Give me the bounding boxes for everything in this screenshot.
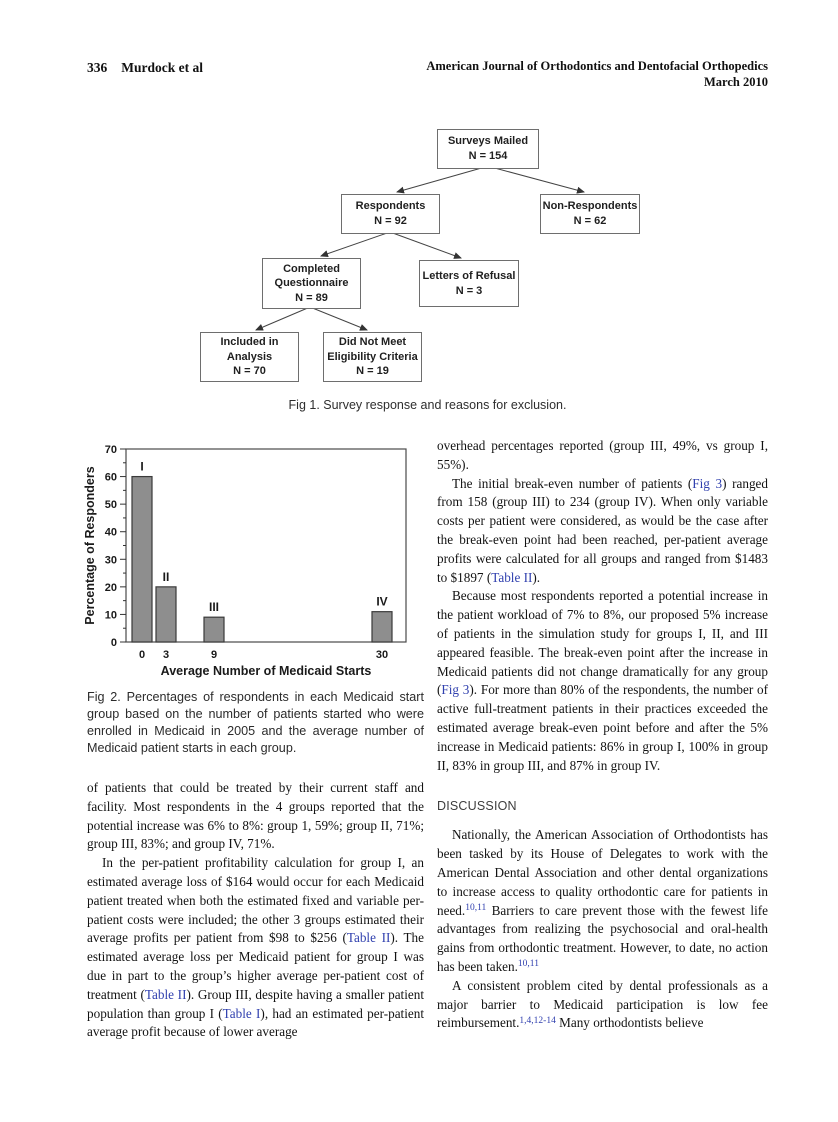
y-tick-label: 40 xyxy=(104,526,117,539)
bar-label: II xyxy=(162,569,170,584)
node-label: Surveys Mailed xyxy=(447,135,529,148)
cross-ref-link[interactable]: Fig 3 xyxy=(692,475,723,491)
y-tick-label: 20 xyxy=(104,581,117,594)
flow-node-non-respondents xyxy=(540,194,640,234)
text-run: ) ranged from 158 (group III) to 234 (group IV). When only variable costs per patient were considered, as would be the case after the break-even point had been reached, per-patient average profits were calculated for all groups and ranged from $1483 to $1897 ( xyxy=(437,475,768,585)
running-head-left xyxy=(87,60,203,76)
node-count: N = 62 xyxy=(573,215,607,227)
paragraph xyxy=(437,437,768,475)
y-tick-label: 70 xyxy=(104,444,117,456)
cross-ref-link[interactable]: Table II xyxy=(346,930,391,946)
bar-label: IV xyxy=(376,594,388,609)
node-label: Respondents xyxy=(355,200,426,213)
node-label: Non-Respondents xyxy=(542,200,638,213)
text-run: Nationally, the American Association of Orthodontists has been tasked by its House of Delegates to work with the American Dental Association and other dental organizations to increase access to quality orthodontic care for patients in need. xyxy=(437,827,768,918)
y-axis-title: Percentage of Responders xyxy=(83,466,97,625)
bar-group-III xyxy=(204,617,224,642)
journal-title: American Journal of Orthodontics and Dentofacial Orthopedics xyxy=(426,59,768,73)
cross-ref-link[interactable]: Table II xyxy=(491,569,533,585)
bar-group-II xyxy=(156,587,176,642)
paragraph xyxy=(87,854,424,1042)
paragraph xyxy=(437,977,768,1033)
y-tick-label: 10 xyxy=(104,609,117,622)
node-label: Questionnaire xyxy=(274,277,349,290)
text-run: In the per-patient profitability calculation for group I, an estimated average loss of $164 would occur for each Medicaid patient treated when both the estimated fixed and variable per-patient costs were included; the other 3 groups estimated their average profits per patient from $98 to $256 ( xyxy=(87,855,424,946)
text-run: ). Group III, despite having a smaller patient population than group I ( xyxy=(87,986,424,1021)
running-head-right xyxy=(426,58,768,90)
node-label: Completed xyxy=(283,262,340,275)
node-count: N = 3 xyxy=(455,284,483,297)
section-heading: DISCUSSION xyxy=(437,799,517,814)
y-tick-label: 60 xyxy=(104,471,117,484)
bar-label: III xyxy=(208,600,220,615)
journal-issue-date: March 2010 xyxy=(704,75,768,89)
citation-ref-link[interactable]: 1,4,12-14 xyxy=(519,1015,556,1026)
paragraph xyxy=(437,475,768,588)
paragraph xyxy=(437,826,768,976)
text-run: ), had an estimated per-patient average profit because of lower average xyxy=(87,1005,424,1040)
y-tick-label: 0 xyxy=(110,637,117,649)
cross-ref-link[interactable]: Fig 3 xyxy=(441,682,470,698)
text-run: ). For more than 80% of the respondents, the number of active full-treatment patients in their practices exceeded the estimated average break-even point before and after the 5% increase in Medicaid patients: 86% in group I, 100% in group II, 83% in group III, and 87% in group IV. xyxy=(437,682,769,773)
node-count: N = 70 xyxy=(233,365,266,378)
fig2-bar-chart xyxy=(81,437,426,679)
node-label: Included in xyxy=(220,336,279,349)
node-count: N = 89 xyxy=(295,291,328,304)
node-label: Letters of Refusal xyxy=(422,269,516,282)
fig1-caption: Fig 1. Survey response and reasons for exclusion. xyxy=(288,398,567,412)
paragraph xyxy=(437,587,768,775)
column-left xyxy=(83,437,424,1042)
text-run: overhead percentages reported (group III, 49%, vs group I, 55%). xyxy=(437,438,768,472)
column-left-text xyxy=(87,779,424,1042)
y-tick-label: 50 xyxy=(104,499,117,512)
x-tick-label: 0 xyxy=(138,649,146,661)
text-run: of patients that could be treated by their current staff and facility. Most respondents in the 4 groups reported that the potential increase was 6% to 8%: group 1, 59%; group II, 71%; group III, 83%; and group IV, 71%. xyxy=(87,780,424,852)
text-run: The initial break-even number of patients ( xyxy=(452,475,693,491)
running-authors: Murdock et al xyxy=(121,60,203,75)
citation-ref-link[interactable]: 10,11 xyxy=(517,959,539,970)
text-run: Because most respondents reported a potential increase in the patient workload of 7% to 8%, our proposed 5% increase of patients in the simulation study for groups I, II, and III appeared feasible. The break-even point after the increase in Medicaid patients did not change dramatically for any group ( xyxy=(437,588,768,698)
text-run: Many orthodontists believe xyxy=(555,1015,704,1031)
node-label: Did Not Meet xyxy=(338,336,407,349)
bar-label: I xyxy=(140,459,144,474)
flow-node-surveys-mailed xyxy=(437,129,539,169)
node-count: N = 154 xyxy=(468,150,508,162)
node-label: Eligibility Criteria xyxy=(327,350,418,363)
node-count: N = 92 xyxy=(374,215,407,227)
flow-node-included-in-analysis xyxy=(200,332,299,382)
column-right-text xyxy=(437,437,768,1033)
paragraph xyxy=(87,779,424,854)
node-label: Analysis xyxy=(226,350,273,363)
x-tick-label: 3 xyxy=(162,649,170,661)
fig2-caption: Fig 2. Percentages of respondents in each Medicaid start group based on the number of patients started who were enrolled in Medicaid in 2005 and the average number of Medicaid patient starts in each group. xyxy=(87,690,424,755)
flow-node-respondents xyxy=(341,194,440,234)
flow-node-did-not-meet-eligibility xyxy=(323,332,422,382)
flow-node-completed-questionnaire xyxy=(262,258,361,309)
cross-ref-link[interactable]: Table I xyxy=(222,1005,261,1021)
x-tick-label: 30 xyxy=(375,649,389,661)
page-number: 336 xyxy=(87,60,108,75)
bar-group-IV xyxy=(372,612,392,642)
y-tick-label: 30 xyxy=(104,554,117,567)
node-count: N = 19 xyxy=(356,365,389,378)
column-right xyxy=(437,437,768,1033)
text-run: Barriers to care prevent those with the fewest life advantages from realizing the psychosocial and oral-health gains from orthodontic treatment. However, to date, no action has been taken. xyxy=(437,902,768,974)
fig1-flowchart xyxy=(200,123,645,393)
flow-node-letters-of-refusal xyxy=(419,260,519,307)
text-run: A consistent problem cited by dental professionals as a major barrier to Medicaid participation is low fee reimbursement. xyxy=(437,977,768,1031)
x-tick-label: 9 xyxy=(210,649,218,661)
cross-ref-link[interactable]: Table II xyxy=(144,986,187,1002)
x-axis-title: Average Number of Medicaid Starts xyxy=(160,664,372,678)
text-run: ). xyxy=(532,569,541,585)
bar-group-I xyxy=(132,477,152,642)
text-run: ). The estimated average loss per Medicaid patient for group I was due in part to the group’s higher average per-patient cost of treatment ( xyxy=(87,930,424,1002)
citation-ref-link[interactable]: 10,11 xyxy=(465,903,487,914)
